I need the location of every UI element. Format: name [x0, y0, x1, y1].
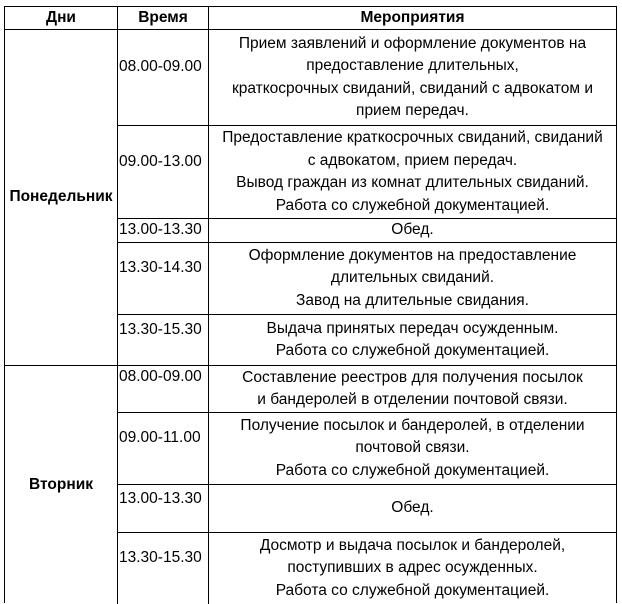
event-line: прием передач.: [356, 102, 469, 119]
day-tuesday-label: Вторник: [29, 475, 93, 493]
day-tuesday: [5, 366, 118, 604]
event-line: Выдача принятых передач осужденным.: [266, 319, 559, 337]
event-line: поступивших в адрес осужденных.: [287, 559, 538, 577]
time-cell: [118, 219, 209, 243]
event-cell: [209, 126, 616, 219]
time-label: 08.00-09.00: [119, 368, 202, 385]
time-cell: [118, 30, 209, 126]
event-line: Прием заявлений и оформление документов на: [238, 34, 587, 52]
header-days: [5, 7, 118, 30]
event-line: Получение посылок и бандеролей, в отделении: [240, 416, 585, 434]
event-cell: [209, 366, 616, 413]
header-events: [209, 7, 616, 30]
time-cell: [118, 243, 209, 315]
day-monday-label: Понедельник: [9, 188, 113, 206]
event-line: краткосрочных свиданий, свиданий с адвокатом и: [231, 79, 594, 97]
time-cell: [118, 413, 209, 485]
time-label: 08.00-09.00: [119, 58, 202, 75]
event-cell: [209, 219, 616, 243]
event-line: Работа со служебной документацией.: [275, 461, 550, 479]
event-line: предоставление длительных,: [306, 57, 519, 74]
event-line: Работа со служебной документацией.: [275, 581, 550, 599]
event-cell: [209, 243, 616, 315]
time-cell: [118, 485, 209, 533]
event-line: Обед.: [391, 221, 434, 239]
event-cell: [209, 315, 616, 366]
header-events-label: Мероприятия: [360, 8, 465, 26]
event-line: Обед.: [391, 499, 434, 517]
day-monday: [5, 30, 118, 366]
time-label: 09.00-11.00: [119, 429, 201, 446]
header-time-label: Время: [138, 8, 188, 26]
event-cell: [209, 30, 616, 126]
event-line: с адвокатом, прием передач.: [307, 151, 518, 169]
time-label: 13.00-13.30: [119, 221, 202, 239]
time-cell: [118, 315, 209, 366]
event-line: Оформление документов на предоставление: [248, 246, 577, 264]
time-label: 09.00-13.00: [119, 153, 202, 170]
time-label: 13.30-14.30: [119, 259, 202, 276]
event-line: Вывод граждан из комнат длительных свиданий.: [236, 174, 589, 191]
time-label: 13.00-13.30: [119, 490, 202, 507]
time-cell: [118, 126, 209, 219]
schedule-table: [4, 6, 617, 603]
time-label: 13.30-15.30: [119, 321, 202, 338]
time-cell: [118, 366, 209, 413]
time-cell: [118, 533, 209, 604]
event-cell: [209, 533, 616, 604]
event-line: Завод на длительные свидания.: [296, 291, 529, 309]
event-line: Досмотр и выдача посылок и бандеролей,: [259, 536, 566, 554]
header-time: [118, 7, 209, 30]
event-cell: [209, 485, 616, 533]
time-label: 13.30-15.30: [119, 549, 202, 566]
event-line: Работа со служебной документацией.: [275, 342, 550, 359]
header-days-label: Дни: [46, 8, 76, 26]
event-line: Работа со служебной документацией.: [275, 196, 550, 214]
event-line: Составление реестров для получения посылок: [242, 368, 583, 386]
event-line: длительных свиданий.: [330, 269, 495, 287]
event-line: Предоставление краткосрочных свиданий, свиданий: [222, 129, 603, 146]
event-cell: [209, 413, 616, 485]
event-line: почтовой связи.: [355, 439, 470, 457]
event-line: и бандеролей в отделении почтовой связи.: [257, 391, 568, 408]
